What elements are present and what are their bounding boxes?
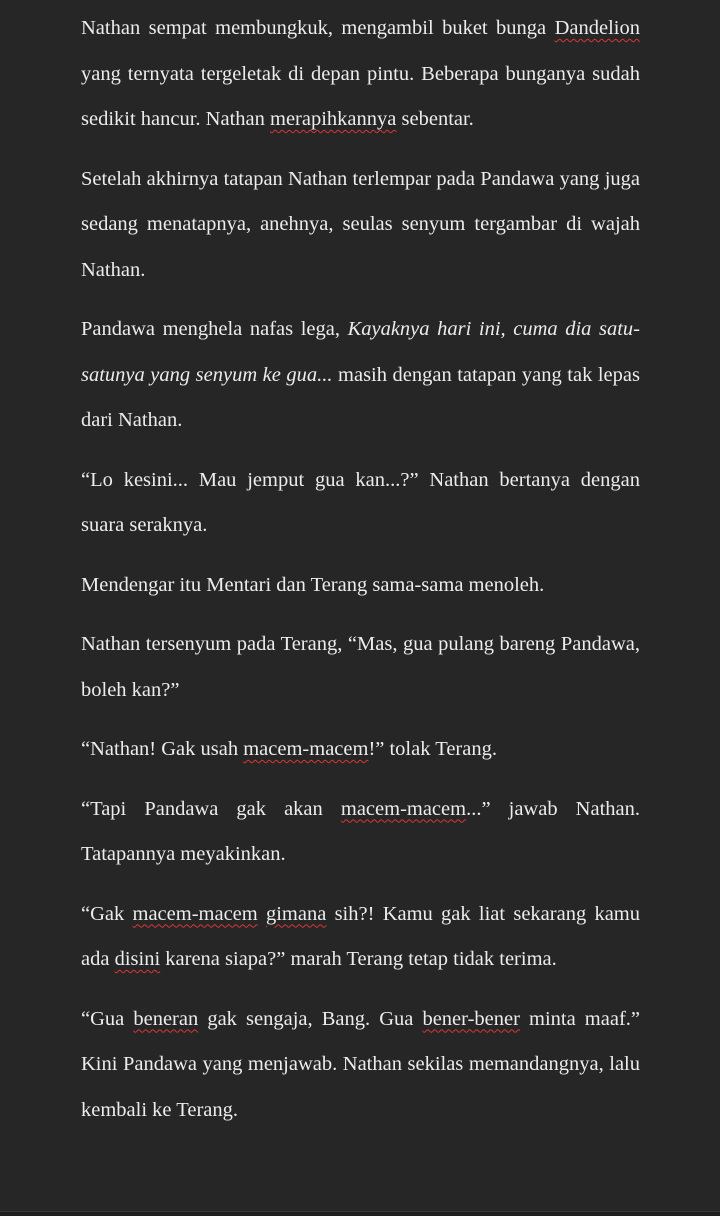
- spellcheck-flagged-word: macem-macem: [243, 738, 369, 760]
- paragraph-text: “Gua: [81, 1007, 134, 1030]
- paragraph-text: sih?! Kamu gak liat sekarang kamu ada: [81, 902, 640, 970]
- paragraph: [81, 622, 640, 713]
- paragraph-text: Nathan tersenyum pada Terang, “Mas, gua pulang bareng Pandawa, boleh kan?”: [81, 633, 640, 701]
- spellcheck-flagged-word: merapihkannya: [270, 108, 397, 130]
- paragraph-text: “Lo kesini... Mau jemput gua kan...?” Nathan bertanya dengan suara seraknya.: [81, 468, 640, 536]
- paragraph: [81, 997, 640, 1134]
- page-bottom-edge: [0, 1212, 720, 1216]
- paragraph-text: Setelah akhirnya tatapan Nathan terlempar pada Pandawa yang juga sedang menatapnya, anehnya, seulas senyum tergambar di wajah Nathan.: [81, 167, 640, 281]
- paragraph: [81, 458, 640, 549]
- paragraph-text: minta maaf.” Kini Pandawa yang menjawab. Nathan sekilas memandangnya, lalu kembali ke Terang.: [81, 1007, 640, 1121]
- italic-thought-text: Kayaknya hari ini, cuma dia satu-satunya yang senyum ke gua...: [81, 318, 640, 386]
- paragraph-text: Mendengar itu Mentari dan Terang sama-sama menoleh.: [81, 573, 545, 596]
- document-body: [81, 6, 640, 1147]
- spellcheck-flagged-word: bener-bener: [422, 1007, 520, 1030]
- paragraph: [81, 563, 640, 609]
- paragraph-text: Pandawa menghela nafas lega,: [81, 318, 348, 340]
- paragraph: [81, 892, 640, 983]
- paragraph-text: sebentar.: [396, 108, 474, 130]
- paragraph: [81, 727, 640, 773]
- spellcheck-flagged-word: macem-macem: [340, 797, 467, 820]
- spellcheck-flagged-word: macem-macem: [132, 902, 258, 925]
- paragraph: [81, 6, 640, 143]
- paragraph-text: karena siapa?” marah Terang tetap tidak terima.: [160, 948, 557, 970]
- paragraph-text: gak sengaja, Bang. Gua: [198, 1007, 423, 1030]
- paragraph-text: Nathan sempat membungkuk, mengambil buket bunga: [81, 17, 555, 39]
- paragraph-text: masih dengan tatapan yang tak lepas dari Nathan.: [81, 363, 640, 431]
- spellcheck-flagged-word: gimana: [265, 902, 327, 925]
- paragraph: [81, 787, 640, 878]
- paragraph-text: !” tolak Terang.: [368, 738, 497, 760]
- paragraph-text: “Gak: [81, 902, 133, 925]
- paragraph-text: yang ternyata tergeletak di depan pintu. Beberapa bunganya sudah sedikit hancur. Nathan: [81, 62, 640, 130]
- paragraph-text: [258, 903, 266, 925]
- paragraph-text: “Nathan! Gak usah: [81, 738, 244, 760]
- paragraph-text: “Tapi Pandawa gak akan: [81, 797, 341, 820]
- paragraph-text: ...” jawab Nathan. Tatapannya meyakinkan.: [81, 797, 640, 865]
- paragraph: [81, 307, 640, 444]
- spellcheck-flagged-word: beneran: [133, 1007, 199, 1030]
- paragraph: [81, 157, 640, 294]
- spellcheck-flagged-word: Dandelion: [554, 17, 640, 39]
- spellcheck-flagged-word: disini: [114, 948, 161, 970]
